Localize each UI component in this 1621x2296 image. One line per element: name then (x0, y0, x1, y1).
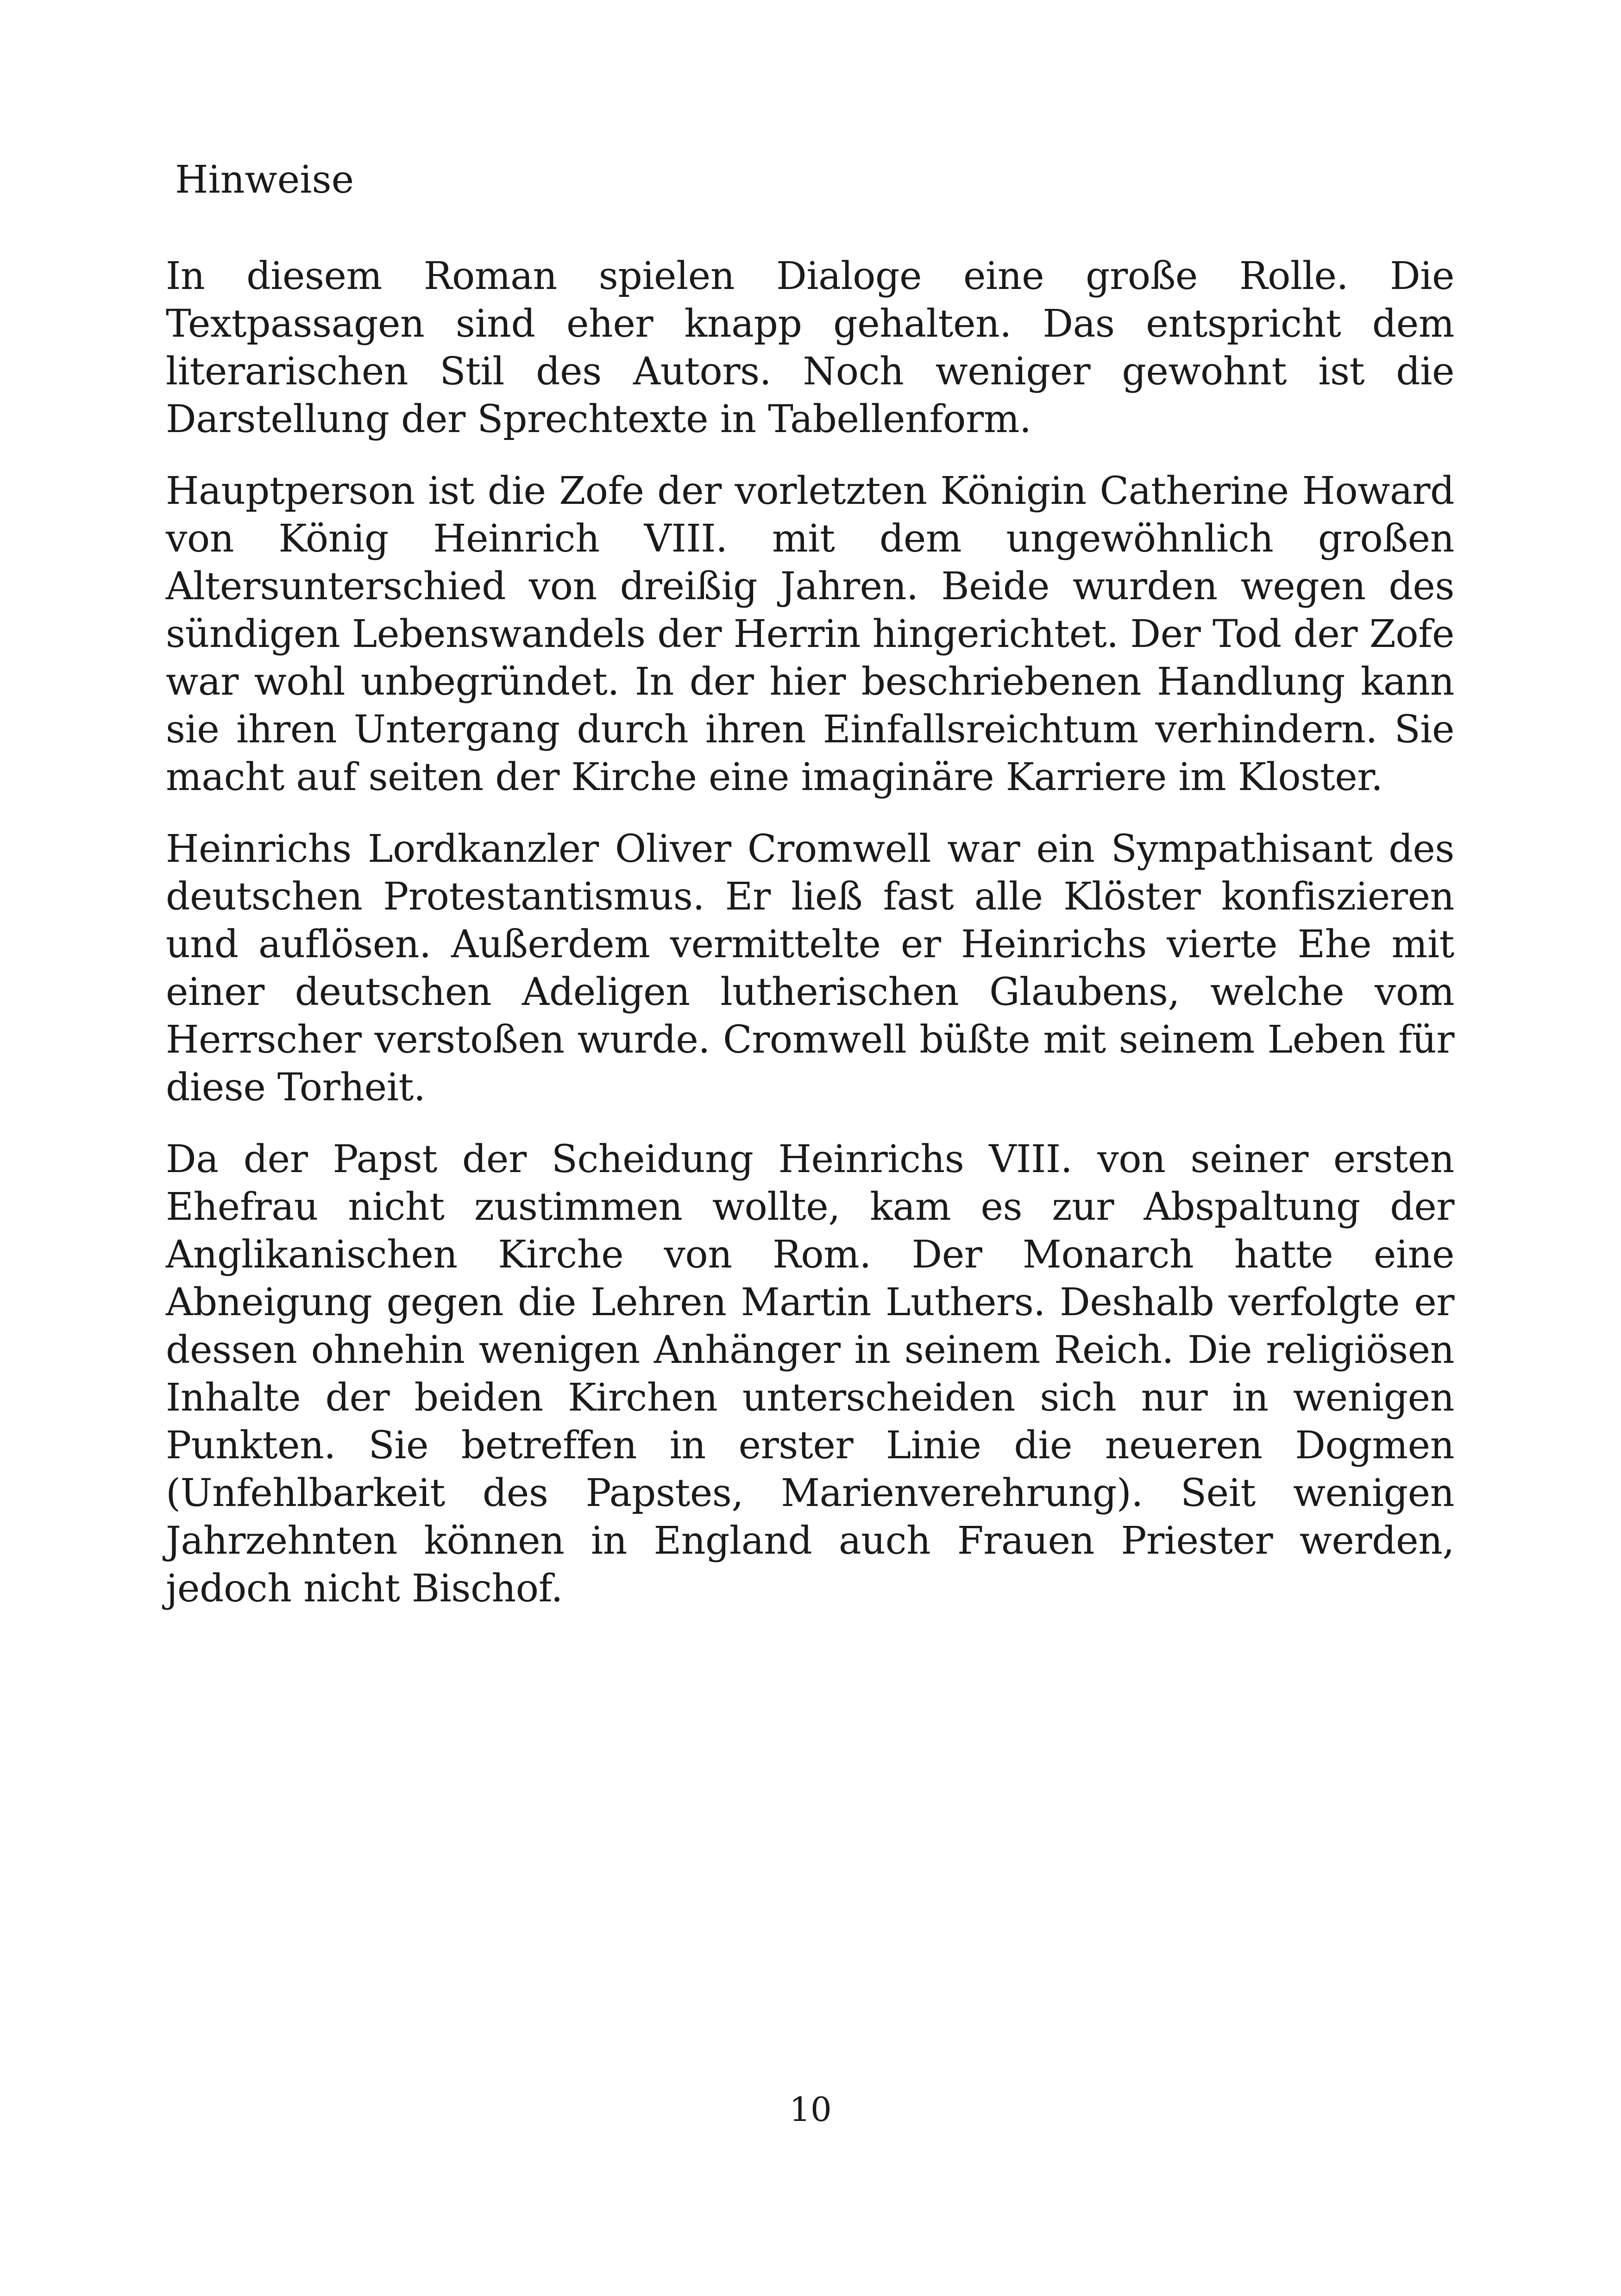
paragraph-cromwell: Heinrichs Lordkanzler Oliver Cromwell war ein Sympathisant des deutschen Protestantismus. Er ließ fast alle Klöster konfiszieren und auflösen. Außerdem vermittelte er Heinrichs vierte Ehe mit einer deutschen Adeligen lutherischen Glaubens, welche vom Herrscher verstoßen wurde. Cromwell büßte mit seinem Leben für diese Torheit. (166, 827, 1454, 1110)
paragraph-dialogues: In diesem Roman spielen Dialoge eine große Rolle. Die Textpassagen sind eher knapp gehalten. Das entspricht dem literarischen Stil des Autors. Noch weniger gewohnt ist die Darstellung der Sprechtexte in Tabellenform. (166, 254, 1454, 441)
body-text (166, 252, 1454, 1637)
paragraph-main-character: Hauptperson ist die Zofe der vorletzten Königin Catherine Howard von König Heinrich VIII. mit dem ungewöhnlich großen Altersunterschied von dreißig Jahren. Beide wurden wegen des sündigen Lebenswandels der Herrin hingerichtet. Der Tod der Zofe war wohl unbegründet. In der hier beschriebenen Handlung kann sie ihren Untergang durch ihren Einfallsreichtum verhindern. Sie macht auf seiten der Kirche eine imaginäre Karriere im Kloster. (166, 469, 1454, 799)
paragraph-church-split: Da der Papst der Scheidung Heinrichs VIII. von seiner ersten Ehefrau nicht zustimmen wollte, kam es zur Abspaltung der Anglikanischen Kirche von Rom. Der Monarch hatte eine Abneigung gegen die Lehren Martin Luthers. Deshalb verfolgte er dessen ohnehin wenigen Anhänger in seinem Reich. Die religiösen Inhalte der beiden Kirchen unterscheiden sich nur in wenigen Punkten. Sie betreffen in erster Linie die neueren Dogmen (Unfehlbarkeit des Papstes, Marienverehrung). Seit wenigen Jahrzehnten können in England auch Frauen Priester werden, jedoch nicht Bischof. (166, 1137, 1454, 1611)
page-number: 10 (789, 2090, 832, 2129)
page-heading: Hinweise (175, 158, 354, 202)
